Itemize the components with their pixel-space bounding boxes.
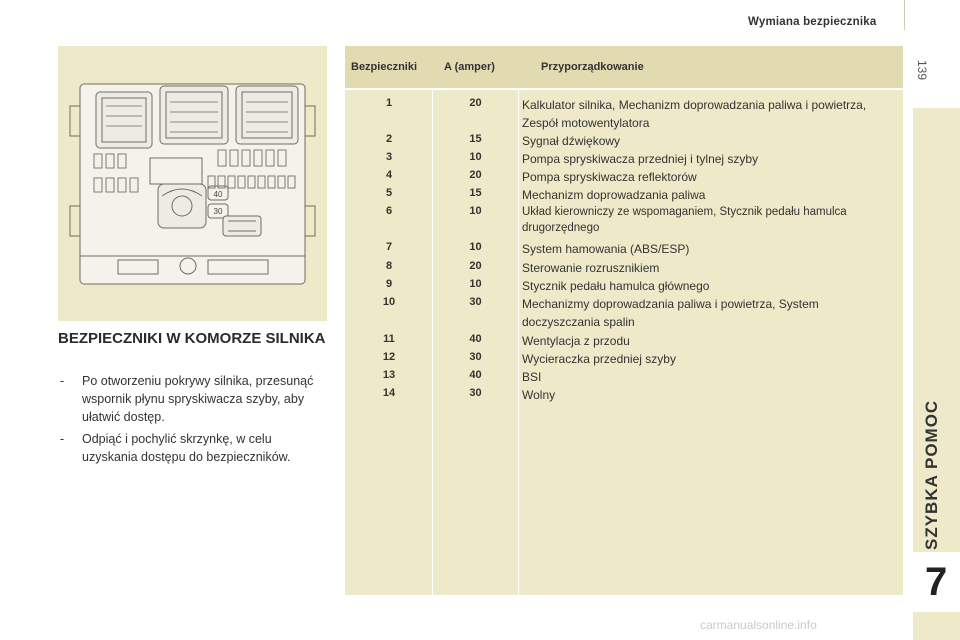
- section-heading: BEZPIECZNIKI W KOMORZE SILNIKA: [58, 330, 326, 347]
- fuse-amperage: 40: [469, 333, 482, 345]
- fuse-number: 10: [382, 296, 396, 308]
- fuse-number: 7: [385, 241, 393, 253]
- bullet-marker: -: [60, 374, 65, 388]
- fuse-amperage: 10: [469, 205, 482, 217]
- instruction-item: [58, 430, 328, 466]
- fuse-table: [345, 46, 903, 595]
- fuse-assignment: Kalkulator silnika, Mechanizm doprowadzania paliwa i powietrza, Zespół motowentylatora: [522, 98, 867, 130]
- fuse-label-40: 40: [213, 190, 223, 199]
- fuse-number: 14: [382, 387, 396, 399]
- fuse-assignment: Sygnał dźwiękowy: [522, 134, 621, 148]
- fuse-amperage: 10: [469, 278, 482, 290]
- fuse-assignment: Wentylacja z przodu: [522, 334, 630, 348]
- column-header-ampere: A (amper): [444, 61, 495, 73]
- fuse-amperage: 20: [469, 169, 482, 181]
- page-header-title: Wymiana bezpiecznika: [748, 16, 877, 28]
- fuse-number: 5: [385, 187, 393, 199]
- instruction-list: [58, 372, 328, 470]
- fuse-amperage: 30: [469, 296, 482, 308]
- fuse-amperage: 15: [469, 187, 482, 199]
- fuse-assignment: Mechanizmy doprowadzania paliwa i powietrza, System doczyszczania spalin: [522, 297, 819, 329]
- fuse-number: 9: [385, 278, 393, 290]
- page-number: 139: [915, 60, 929, 81]
- fuse-number: 12: [382, 351, 396, 363]
- fuse-amperage: 30: [469, 387, 482, 399]
- fuse-amperage: 20: [469, 97, 482, 109]
- table-header: [345, 46, 903, 88]
- fuse-assignment: Pompa spryskiwacza przedniej i tylnej szyby: [522, 152, 759, 166]
- bullet-marker: -: [60, 432, 65, 446]
- fuse-assignment: Wolny: [522, 388, 556, 402]
- chapter-number: 7: [925, 560, 948, 604]
- fuse-assignment: Układ kierowniczy ze wspomaganiem, Stycznik pedału hamulca drugorzędnego: [522, 206, 847, 234]
- instruction-text: Po otworzeniu pokrywy silnika, przesunąć wspornik płynu spryskiwacza szyby, aby ułatwić dostęp.: [82, 374, 314, 424]
- fuse-number: 2: [385, 133, 393, 145]
- column-divider: [518, 88, 519, 595]
- fuse-number: 11: [383, 333, 395, 345]
- fuse-assignment: Pompa spryskiwacza reflektorów: [522, 170, 697, 184]
- fuse-assignment: System hamowania (ABS/ESP): [522, 242, 690, 256]
- fuse-amperage: 15: [469, 133, 482, 145]
- fuse-amperage: 40: [469, 369, 482, 381]
- fuse-assignment: Stycznik pedału hamulca głównego: [522, 279, 710, 293]
- fuse-amperage: 10: [469, 151, 482, 163]
- fuse-amperage: 30: [469, 351, 482, 363]
- fuse-amperage: 20: [469, 260, 482, 272]
- fuse-number: 13: [382, 369, 396, 381]
- fuse-number: 4: [385, 169, 393, 181]
- header-divider: [904, 0, 905, 30]
- fuse-label-30: 30: [213, 207, 223, 216]
- fuse-number: 3: [385, 151, 393, 163]
- chapter-title: SZYBKA POMOC: [922, 399, 941, 550]
- fuse-number: 8: [385, 260, 393, 272]
- fuse-box-illustration: [58, 46, 327, 321]
- fuse-amperage: 10: [469, 241, 482, 253]
- fuse-assignment: BSI: [522, 370, 542, 384]
- instruction-text: Odpiąć i pochylić skrzynkę, w celu uzyskania dostępu do bezpieczników.: [82, 432, 291, 464]
- fuse-number: 1: [385, 97, 393, 109]
- fuse-number: 6: [385, 205, 393, 217]
- fuse-assignment: Wycieraczka przedniej szyby: [522, 352, 676, 366]
- column-header-fuse: Bezpieczniki: [351, 61, 418, 73]
- watermark: carmanualsonline.info: [700, 618, 817, 632]
- fuse-assignment: Sterowanie rozrusznikiem: [522, 261, 660, 275]
- instruction-item: [58, 372, 328, 426]
- column-header-assignment: Przyporządkowanie: [541, 61, 644, 73]
- fuse-box-drawing: [58, 46, 327, 321]
- fuse-assignment: Mechanizm doprowadzania paliwa: [522, 188, 706, 202]
